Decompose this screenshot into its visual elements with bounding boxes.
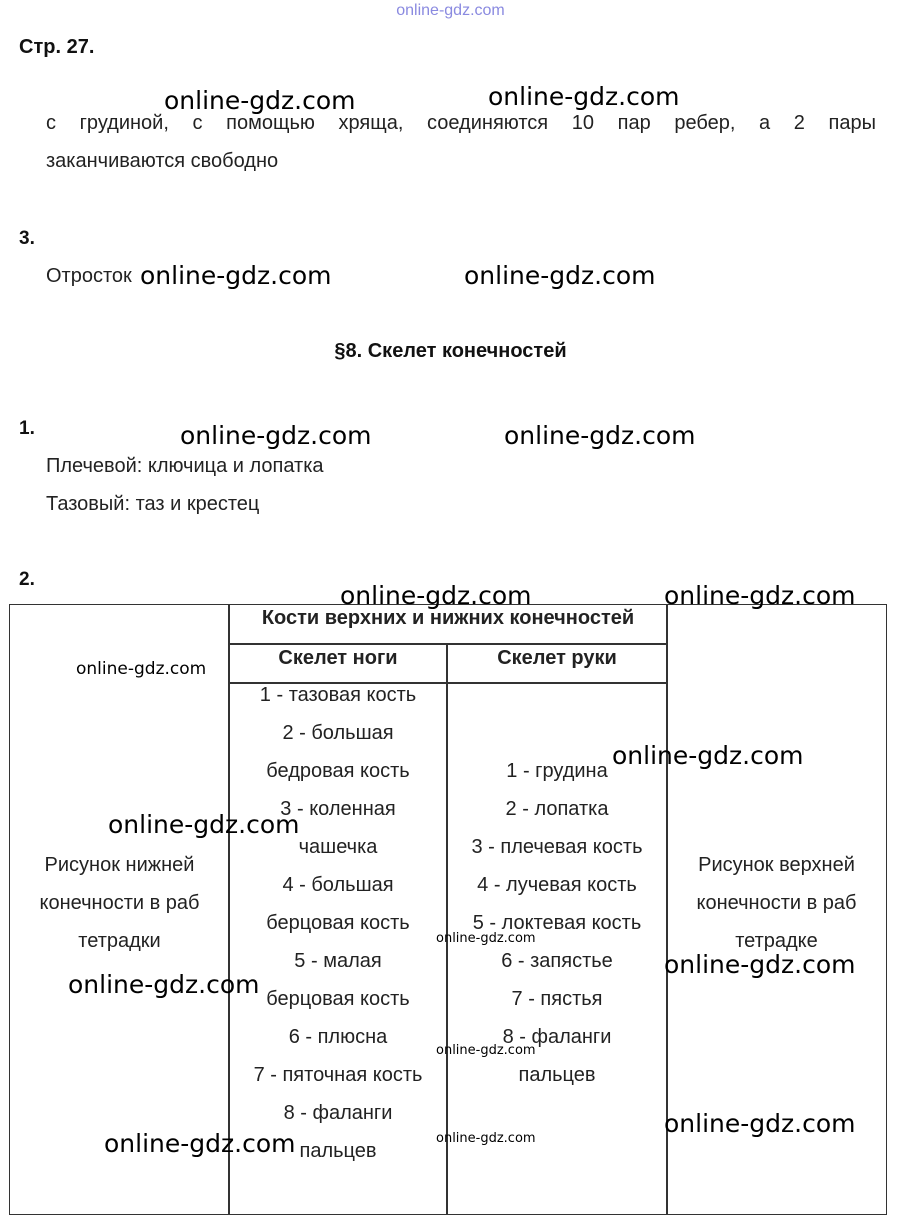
- watermark: online-gdz.com: [664, 581, 856, 610]
- watermark: online-gdz.com: [488, 82, 680, 111]
- watermark: online-gdz.com: [140, 261, 332, 290]
- left-note-line: Рисунок нижней: [44, 854, 195, 876]
- watermark: online-gdz.com: [76, 659, 207, 679]
- leg-bone-line: 8 - фаланги: [283, 1102, 393, 1124]
- site-mark: online-gdz.com: [396, 2, 505, 19]
- arm-bone-line: 5 - локтевая кость: [472, 912, 642, 934]
- answer-line-1: с грудиной, с помощью хряща, соединяются 10 пар ребер, а 2 пары: [46, 112, 876, 134]
- arm-bone-line: 4 - лучевая кость: [477, 874, 637, 896]
- arm-bone-line: 1 - грудина: [506, 760, 608, 782]
- watermark: online-gdz.com: [340, 581, 532, 610]
- right-note-line: конечности в раб: [696, 892, 857, 914]
- right-note-line: тетрадке: [735, 930, 818, 952]
- leg-bone-line: чашечка: [298, 836, 378, 858]
- watermark: online-gdz.com: [108, 810, 300, 839]
- leg-bone-line: берцовая кость: [266, 988, 410, 1010]
- page-heading: Стр. 27.: [19, 36, 95, 58]
- question-3-answer: Отросток: [46, 265, 132, 287]
- leg-bone-line: 3 - коленная: [280, 798, 396, 820]
- arm-bone-line: 2 - лопатка: [505, 798, 609, 820]
- question-1-number: 1.: [19, 418, 35, 439]
- question-2-number: 2.: [19, 569, 35, 590]
- watermark: online-gdz.com: [504, 421, 696, 450]
- arm-bone-line: пальцев: [518, 1064, 596, 1086]
- q1-line-pelvic: Тазовый: таз и крестец: [46, 493, 260, 515]
- arm-bone-line: 6 - запястье: [501, 950, 613, 972]
- watermark: online-gdz.com: [68, 970, 260, 999]
- watermark: online-gdz.com: [436, 1043, 536, 1058]
- watermark: online-gdz.com: [664, 1109, 856, 1138]
- table-leg-header: Скелет ноги: [278, 647, 398, 669]
- arm-bone-line: 7 - пястья: [511, 988, 603, 1010]
- leg-bone-line: 7 - пяточная кость: [253, 1064, 423, 1086]
- watermark: online-gdz.com: [104, 1129, 296, 1158]
- arm-bone-line: 8 - фаланги: [502, 1026, 612, 1048]
- answer-line-2: заканчиваются свободно: [46, 150, 279, 172]
- leg-bone-line: 6 - плюсна: [288, 1026, 388, 1048]
- left-note-line: конечности в раб: [39, 892, 200, 914]
- leg-bone-line: 4 - большая: [282, 874, 394, 896]
- right-note-line: Рисунок верхней: [698, 854, 855, 876]
- watermark: online-gdz.com: [180, 421, 372, 450]
- table-main-header: Кости верхних и нижних конечностей: [261, 607, 635, 629]
- section-title: §8. Скелет конечностей: [334, 340, 567, 362]
- watermark: online-gdz.com: [464, 261, 656, 290]
- leg-bone-line: 1 - тазовая кость: [259, 684, 417, 706]
- leg-bone-line: бедровая кость: [266, 760, 410, 782]
- q1-line-shoulder: Плечевой: ключица и лопатка: [46, 455, 324, 477]
- watermark: online-gdz.com: [436, 1131, 536, 1146]
- watermark: online-gdz.com: [164, 86, 356, 115]
- arm-bone-line: 3 - плечевая кость: [471, 836, 643, 858]
- table-arm-header: Скелет руки: [497, 647, 617, 669]
- question-3-number: 3.: [19, 228, 35, 249]
- leg-bone-line: 2 - большая: [282, 722, 394, 744]
- leg-bone-line: пальцев: [299, 1140, 377, 1162]
- watermark: online-gdz.com: [664, 950, 856, 979]
- leg-bone-line: 5 - малая: [294, 950, 382, 972]
- watermark: online-gdz.com: [612, 741, 804, 770]
- leg-bone-line: берцовая кость: [266, 912, 410, 934]
- left-note-line: тетрадки: [78, 930, 161, 952]
- watermark: online-gdz.com: [436, 931, 536, 946]
